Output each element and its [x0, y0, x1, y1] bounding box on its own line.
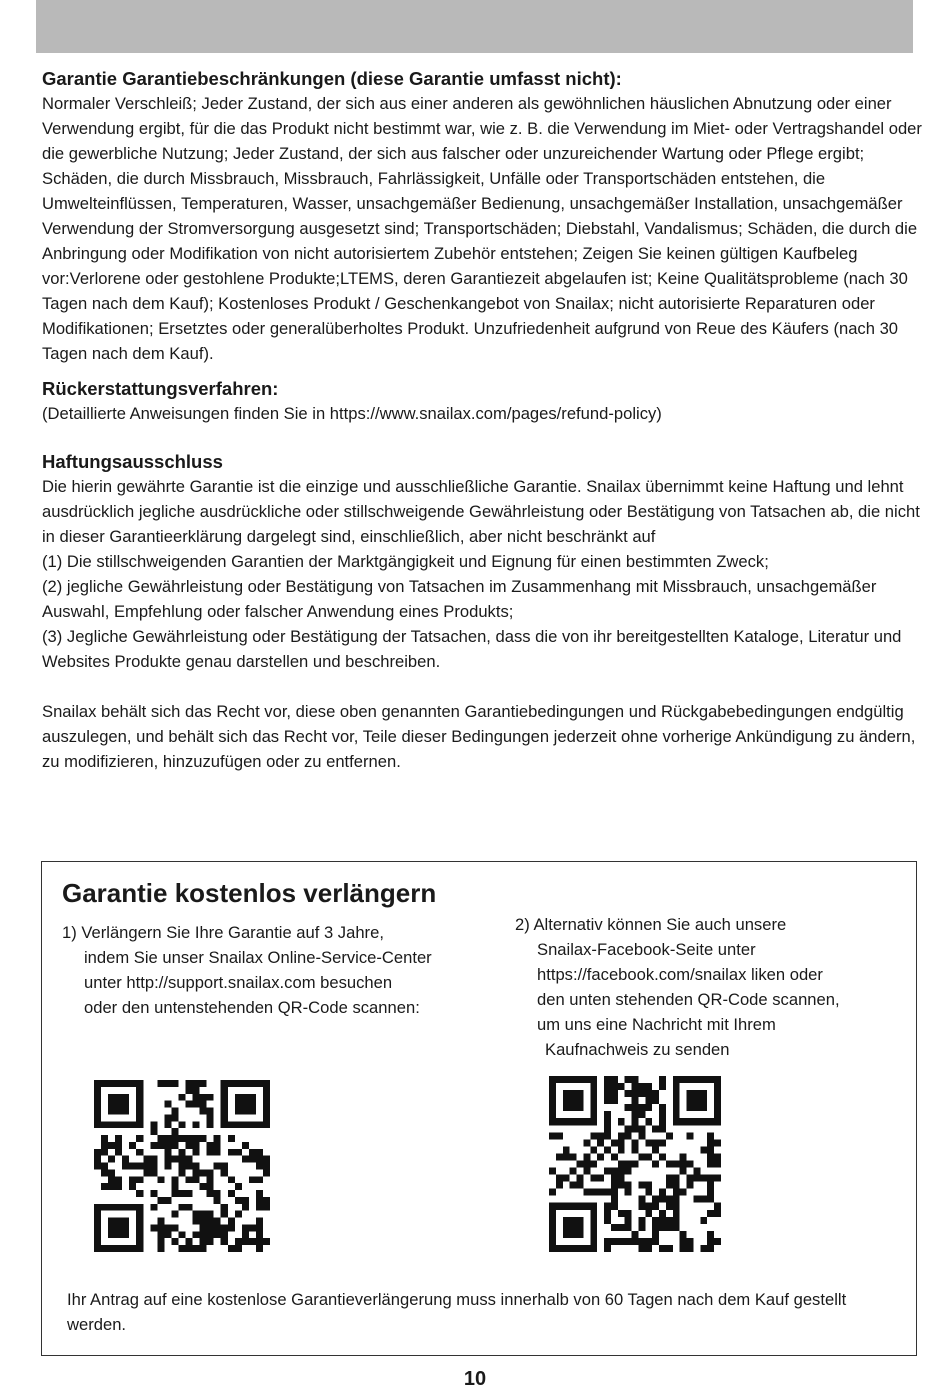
- liability-item: (1) Die stillschweigenden Garantien der Marktgängigkeit und Eignung für einen bestimmten Zweck;: [42, 552, 769, 571]
- option1-line: oder den untenstehenden QR-Code scannen:: [84, 998, 420, 1017]
- option2-line: Kaufnachweis zu senden: [545, 1040, 730, 1059]
- extension-title: Garantie kostenlos verlängern: [62, 878, 437, 908]
- option1-line: 1) Verlängern Sie Ihre Garantie auf 3 Jahre,: [62, 923, 384, 942]
- option2-line: https://facebook.com/snailax liken oder: [537, 965, 823, 984]
- option2-line: den unten stehenden QR-Code scannen,: [537, 990, 840, 1009]
- option2-line: um uns eine Nachricht mit Ihrem: [537, 1015, 776, 1034]
- option1-line: unter http://support.snailax.com besuchen: [84, 973, 393, 992]
- option1-line: indem Sie unser Snailax Online-Service-Center: [84, 948, 432, 967]
- refund-heading: Rückerstattungsverfahren:: [42, 378, 279, 399]
- limitations-body: Normaler Verschleiß; Jeder Zustand, der sich aus einer anderen als gewöhnlichen häuslichen Abnutzung oder einer Verwendung ergibt, für die das Produkt nicht bestimmt war, wie z. B. die Verwendung im Miet- oder Vertragshandel oder die gewerbliche Nutzung; Jeder Zustand, der sich aus falscher oder unzureichender Wartung oder Pflege ergibt; Schäden, die durch Missbrauch, Missbrauch, Fahrlässigkeit, Unfälle oder Transportschäden entstehen, die Umwelteinflüssen, Temperaturen, Wasser, unsachgemäßer Bedienung, unsachgemäßer Installation, unsachgemäßer Verwendung der Stromversorgung ausgesetzt sind; Transportschäden; Diebstahl, Vandalismus; Schäden, die durch die Anbringung oder Modifikation von nicht autorisiertem Zubehör entstehen; Zeigen Sie keinen gültigen Kaufbeleg vor:Verlorene oder gestohlene Produkte;LTEMS, deren Garantiezeit abgelaufen ist; Keine Qualitätsprobleme (nach 30 Tagen nach dem Kauf); Kostenloses Produkt / Geschenkangebot von Snailax; nicht autorisierte Reparaturen oder Modifikationen; Ersetztes oder generalüberholtes Produkt. Unzufriedenheit aufgrund von Reue des Käufers (nach 30 Tagen nach dem Kauf).: [42, 94, 922, 363]
- liability-section: [42, 449, 922, 674]
- limitations-section: [42, 66, 922, 366]
- page-number: 10: [463, 1368, 487, 1390]
- header-bar: [36, 0, 913, 53]
- option2-line: Snailax-Facebook-Seite unter: [537, 940, 756, 959]
- limitations-heading: Garantie Garantiebeschränkungen (diese Garantie umfasst nicht):: [42, 68, 622, 89]
- liability-item: (2) jegliche Gewährleistung oder Bestätigung von Tatsachen im Zusammenhang mit Missbrauch, unsachgemäßer Auswahl, Empfehlung oder falscher Anwendung eines Produkts;: [42, 577, 877, 621]
- reservation-text: Snailax behält sich das Recht vor, diese oben genannten Garantiebedingungen und Rückgabebedingungen endgültig auszulegen, und behält sich das Recht vor, Teile dieser Bedingungen jederzeit ohne vorherige Ankündigung zu ändern, zu modifizieren, hinzuzufügen oder zu entfernen.: [42, 702, 916, 771]
- support-qr-code-icon[interactable]: [94, 1080, 270, 1252]
- extension-option-website: [62, 920, 492, 1020]
- extension-footer-note: Ihr Antrag auf eine kostenlose Garantieverlängerung muss innerhalb von 60 Tagen nach dem Kauf gestellt werden.: [67, 1289, 847, 1334]
- option2-line: 2) Alternativ können Sie auch unsere: [515, 915, 787, 934]
- facebook-qr-code-icon[interactable]: [549, 1076, 721, 1252]
- extension-option-facebook: [515, 912, 905, 1062]
- refund-section: [42, 376, 922, 426]
- refund-body: (Detaillierte Anweisungen finden Sie in https://www.snailax.com/pages/refund-policy): [42, 404, 662, 423]
- liability-item: (3) Jegliche Gewährleistung oder Bestätigung der Tatsachen, dass die von ihr bereitgestellten Kataloge, Literatur und Websites Produkte genau darstellen und beschreiben.: [42, 627, 902, 671]
- warranty-text: [42, 66, 922, 774]
- warranty-extension-box: [41, 861, 917, 1356]
- liability-intro: Die hierin gewährte Garantie ist die einzige und ausschließliche Garantie. Snailax übernimmt keine Haftung und lehnt ausdrücklich jegliche ausdrückliche oder stillschweigende Gewährleistung oder Bestätigung von Tatsachen ab, die nicht in dieser Garantieerklärung dargelegt sind, einschließlich, aber nicht beschränkt auf: [42, 477, 920, 546]
- liability-heading: Haftungsausschluss: [42, 451, 223, 472]
